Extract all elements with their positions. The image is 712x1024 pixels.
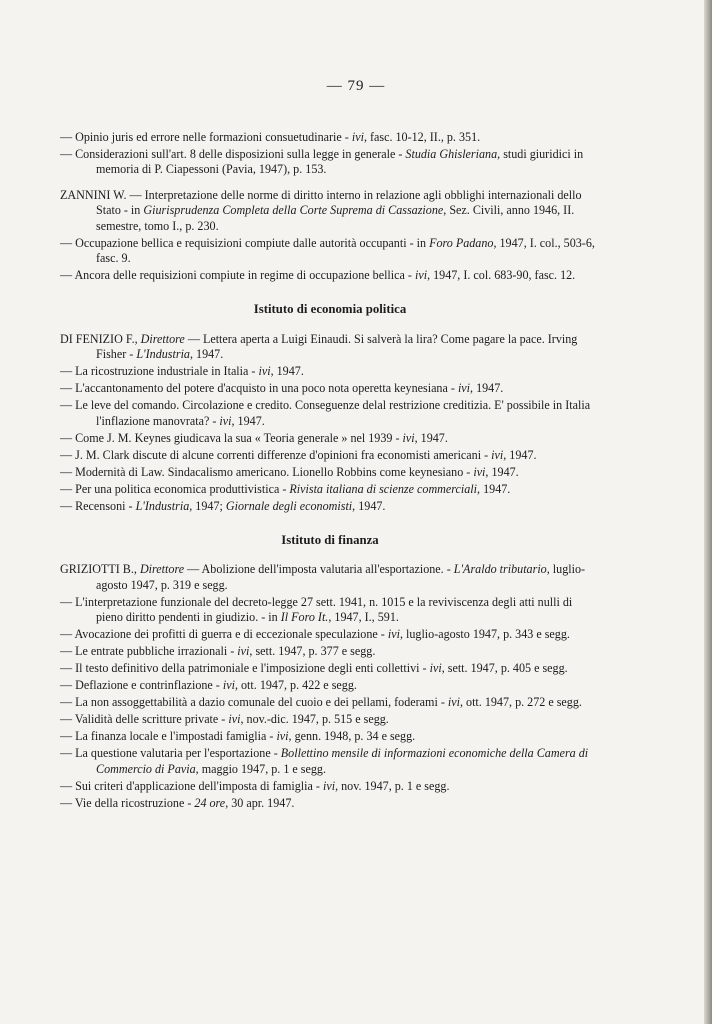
entry-italic-text: ivi (491, 447, 504, 462)
entry-text: GRIZIOTTI B., (60, 562, 140, 577)
bibliography-entry (60, 364, 600, 379)
entry-italic-text: Direttore (139, 562, 185, 577)
entry-text: — La ricostruzione industriale in Italia - (60, 364, 259, 379)
bibliography-entry (60, 381, 600, 396)
entry-text: — Considerazioni sull'art. 8 delle disposizioni sulla legge in generale - (60, 147, 406, 161)
entry-italic-text: Studia Ghisleriana (405, 147, 498, 161)
entry-italic-text: ivi (473, 464, 486, 479)
entry-italic-text: ivi (457, 381, 471, 396)
bibliography-entry (60, 448, 600, 463)
entry-text: — Le leve del comando. Circolazione e credito. Conseguenze delal restrizione creditizia. E' possibile in Italia l'inflazione manovrata? - (60, 398, 591, 428)
section-title: Istituto di economia politica (253, 302, 407, 317)
entry-text: , 1947; (189, 498, 226, 513)
bibliography-entry (60, 695, 600, 710)
entry-text: , 1947. (189, 347, 224, 362)
entry-text: , 1947. (352, 498, 386, 513)
bibliography-entry (60, 268, 600, 283)
entry-text: — L'interpretazione funzionale del decreto-legge 27 sett. 1941, n. 1015 e la reviviscenza degli atti nulli di pieno diritto pendenti in giudizio. - in (60, 594, 573, 625)
entry-spacer (60, 178, 600, 188)
entry-text: , genn. 1948, p. 34 e segg. (288, 729, 416, 744)
entry-text: , sett. 1947, p. 377 e segg. (249, 644, 376, 659)
entry-italic-text: ivi (237, 644, 250, 659)
entry-italic-text: ivi (258, 364, 271, 379)
entry-text: — J. M. Clark discute di alcune correnti differenze d'opinioni fra economisti americani - (60, 447, 492, 462)
entry-italic-text: Il Foro It. (280, 610, 329, 625)
bibliography-entry (60, 746, 600, 777)
entry-text: , ott. 1947, p. 422 e segg. (234, 678, 357, 693)
entry-italic-text: ivi (429, 661, 442, 676)
entry-text: — L'accantonamento del potere d'acquisto in una poco nota operetta keynesiana - (60, 381, 458, 396)
entry-italic-text: ivi (222, 678, 235, 693)
entry-text: — Vie della ricostruzione - (60, 795, 195, 810)
entry-text: — Deflazione e contrinflazione - (60, 678, 223, 693)
entry-text: , 1947. (414, 430, 448, 445)
entry-italic-text: ivi (414, 268, 428, 283)
bibliography-entry (60, 595, 600, 626)
entry-text: , 1947. (477, 481, 511, 496)
entry-text: , sett. 1947, p. 405 e segg. (441, 661, 568, 676)
entry-italic-text: L'Industria (135, 498, 190, 513)
entry-italic-text: ivi (447, 695, 460, 710)
entry-text: — Avocazione dei profitti di guerra e di eccezionale speculazione - (60, 627, 388, 642)
bibliography-entry (60, 130, 600, 145)
bibliography-entry (60, 712, 600, 727)
entry-text: — La questione valutaria per l'esportazione - (60, 746, 281, 761)
entry-text: — Come J. M. Keynes giudicava la sua « Teoria generale » nel 1939 - (60, 430, 403, 445)
entry-text: , 1947, I., 591. (328, 610, 399, 625)
bibliography-entry (60, 644, 600, 659)
entry-italic-text: ivi (351, 130, 364, 144)
entry-text: , nov. 1947, p. 1 e segg. (335, 778, 450, 793)
bibliography-entry (60, 465, 600, 480)
bibliography-entry (60, 627, 600, 642)
entry-italic-text: ivi (387, 627, 400, 642)
entry-text: — Abolizione dell'imposta valutaria all'esportazione. - (184, 562, 454, 577)
bibliography-entry (60, 332, 600, 363)
entry-text: , ott. 1947, p. 272 e segg. (459, 695, 582, 710)
bibliography-entry (60, 729, 600, 744)
entry-text: , nov.-dic. 1947, p. 515 e segg. (240, 712, 389, 727)
page-edge-shadow (704, 0, 712, 1024)
entry-italic-text: ivi (228, 712, 241, 727)
bibliography-entry (60, 147, 600, 178)
entry-italic-text: ivi (219, 413, 232, 428)
entry-text: , Sez. Civili, anno 1946, II. semestre, tomo I., p. 230. (96, 203, 575, 233)
bibliography-entry (60, 562, 600, 593)
entry-italic-text: ivi (276, 729, 289, 744)
entry-text: , 1947, I. col. 683-90, fasc. 12. (427, 268, 576, 283)
bibliography-entry (60, 482, 600, 497)
entry-text: — Le entrate pubbliche irrazionali - (60, 644, 238, 659)
entry-text: — Validità delle scritture private - (60, 712, 229, 727)
entry-text: , 1947. (485, 464, 519, 479)
bibliography-entry (60, 678, 600, 693)
section-title: Istituto di finanza (281, 533, 379, 548)
entry-italic-text: Foro Padano (429, 235, 494, 250)
entry-text: , luglio-agosto 1947, p. 319 e segg. (96, 562, 586, 592)
entry-text: ZANNINI W. — Interpretazione delle norme di diritto interno in relazione agli obblighi internazionali dello Stato - in (60, 187, 582, 218)
entry-text: — Modernità di Law. Sindacalismo americano. Lionello Robbins come keynesiano - (60, 464, 474, 479)
entry-text: — La finanza locale e l'impostadi famiglia - (60, 729, 277, 744)
entry-italic-text: ivi (402, 430, 415, 445)
entry-text: — Recensoni - (60, 498, 136, 513)
bibliography-entry (60, 236, 600, 267)
entry-text: — Per una politica economica produttivistica - (60, 481, 290, 496)
bibliography-body (60, 130, 600, 811)
page-number: — 79 — (326, 78, 386, 94)
entry-text: , 30 apr. 1947. (225, 795, 295, 810)
entry-text: , 1947. (470, 381, 504, 396)
bibliography-entry (60, 188, 600, 234)
entry-italic-text: Direttore (140, 331, 185, 346)
entry-text: — Sui criteri d'applicazione dell'imposta di famiglia - (60, 778, 323, 793)
entry-italic-text: Rivista italiana di scienze commerciali (289, 481, 478, 496)
entry-italic-text: L'Araldo tributario (453, 562, 547, 577)
entry-italic-text: L'Industria (136, 347, 190, 362)
entry-italic-text: ivi (322, 778, 336, 793)
entry-text: — Il testo definitivo della patrimoniale e l'imposizione degli enti collettivi - (60, 661, 430, 676)
entry-text: — La non assoggettabilità a dazio comunale del cuoio e dei pellami, foderami - (60, 695, 448, 710)
entry-text: , 1947. (503, 447, 537, 462)
bibliography-entry (60, 779, 600, 794)
bibliography-entry (60, 796, 600, 811)
entry-text: DI FENIZIO F., (60, 331, 141, 346)
entry-text: — Ancora delle requisizioni compiute in regime di occupazione bellica - (60, 268, 415, 283)
entry-text: , 1947, I. col., 503-6, fasc. 9. (96, 235, 595, 266)
entry-italic-text: Bollettino mensile di informazioni economiche della Camera di Commercio di Pavia (96, 746, 589, 776)
entry-text: — Occupazione bellica e requisizioni compiute dalle autorità occupanti - in (60, 235, 430, 250)
entry-text: , 1947. (270, 364, 304, 379)
bibliography-entry (60, 431, 600, 446)
entry-italic-text: Giurisprudenza Completa della Corte Suprema di Cassazione (143, 203, 444, 218)
entry-italic-text: Giornale degli economisti (225, 498, 353, 513)
entry-text: , 1947. (231, 413, 265, 428)
entry-text: , fasc. 10-12, II., p. 351. (363, 130, 481, 144)
entry-text: , maggio 1947, p. 1 e segg. (195, 761, 326, 776)
bibliography-entry (60, 398, 600, 429)
entry-text: — Lettera aperta a Luigi Einaudi. Si salverà la lira? Come pagare la pace. Irving Fisher - (96, 331, 578, 362)
bibliography-entry (60, 661, 600, 676)
entry-text: , studi giuridici in memoria di P. Ciapessoni (Pavia, 1947), p. 153. (96, 147, 584, 177)
bibliography-entry (60, 499, 600, 514)
entry-text: , luglio-agosto 1947, p. 343 e segg. (399, 627, 570, 642)
entry-text: — Opinio juris ed errore nelle formazioni consuetudinarie - (60, 130, 352, 144)
entry-italic-text: 24 ore (194, 795, 226, 810)
